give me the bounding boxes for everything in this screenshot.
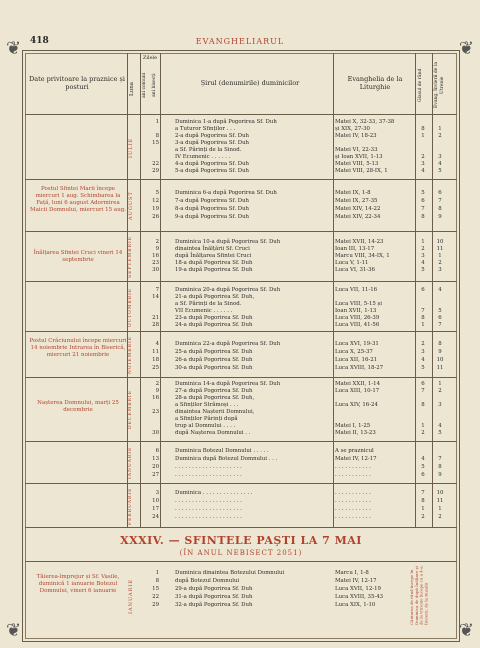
running-head: EVANGHELIARUL [195, 37, 285, 46]
month-label: IANUARIE [128, 578, 134, 614]
month-section-ianuarie [25, 442, 457, 484]
table-row: a Tuturor Sfinților . . . și XIX, 27-30 8 1 [175, 126, 442, 132]
table-row: 8 după Botezul Domnului Matei IV, 12-17 [155, 578, 377, 584]
feast-note: Înălțarea Sfintei Cruci vineri 14 septembrie [33, 250, 123, 264]
header-evang-utrenie: Evang. Învierii de la Utrenie [434, 61, 445, 109]
header-sirul: Șirul (denumirile) duminicilor [200, 79, 300, 87]
month-section-august [25, 180, 457, 232]
header-evanghelia: Evanghelia de la Liturghie [347, 75, 403, 92]
month-section-septembrie [25, 232, 457, 282]
table-row: 15 29-a după Pogorirea Sf. Duh Luca XVII, 12-19 [152, 586, 381, 592]
table-row: 9 27-a după Pogorirea Sf. Duh Luca XIII, 10-17 7 2 [155, 388, 442, 394]
table-row: a Sfinților Strămoși . . . Luca XIV, 16-24 8 3 [175, 402, 442, 408]
table-row: 5 Duminica 6-a după Pogorirea Sf. Duh Matei IX, 1-8 5 6 [155, 190, 442, 196]
table-row: 23 dinaintea Nașterii Domnului, [152, 409, 255, 415]
month-label: OCTOMBRIE [128, 287, 133, 327]
table-row: 21 23-a după Pogorirea Sf. Duh Luca VIII, 26-39 8 6 [152, 315, 442, 321]
table-row: 3 Duminica . . . . . . . . . . . . . . . . . . . . . . . . . . 7 10 [155, 490, 444, 496]
header-luna: Luna [129, 81, 135, 97]
table-row: 16 28-a după Pogorirea Sf. Duh, [152, 395, 255, 401]
table-row: 22 31-a după Pogorirea Sf. Duh Luca XVIII, 35-43 [152, 594, 384, 600]
month-label: DECEMBRIE [128, 390, 133, 430]
corner-ornament: ❦ [458, 620, 474, 641]
table-row: IV Ecumenic . . . . . . și Ioan XVII, 1-13 2 3 [175, 154, 442, 160]
table-row: 14 21-a după Pogorirea Sf. Duh, [152, 294, 255, 300]
table-row: 1 Duminica dinaintea Botezului Domnului Marcu I, 1-8 [155, 570, 369, 576]
table-row: a Sfinților Părinți după [175, 416, 238, 422]
month-section-iulie [25, 115, 457, 180]
table-row: 2 Duminica 10-a după Pogorirea Sf. Duh Matei XVII, 14-23 1 10 [155, 239, 444, 245]
table-row: 11 25-a după Pogorirea Sf. Duh Luca X, 25-37 3 9 [152, 349, 442, 355]
feast-note: Postul Sfintei Marii începe miercuri 1 aug. Schimbarea la Față, luni 6 august Adormirea Maicii Domnului, miercuri 15 aug. [29, 186, 127, 214]
month-section-februarie [25, 484, 457, 528]
month-label: AUGUST [128, 191, 134, 221]
feast-note: Postul Crăciunului începe miercuri 14 noiembrie Intrarea în Biserică, miercuri 21 noiembrie [29, 338, 127, 359]
table-row: 28 24-a după Pogorirea Sf. Duh Luca VIII, 41-56 1 7 [152, 322, 442, 328]
table-row: 7 Duminica 20-a după Pogorirea Sf. Duh Luca VII, 11-16 6 4 [155, 287, 442, 293]
section-title: XXXIV. — SFINTELE PAȘTI LA 7 MAI [120, 534, 362, 547]
table-row: 4 Duminica 22-a după Pogorirea Sf. Duh Luca XVI, 19-31 2 8 [155, 341, 442, 347]
month-section-octombrie [25, 282, 457, 332]
page-number: 418 [30, 36, 49, 46]
table-row: 22 4-a după Pogorirea Sf. Duh Matei VIII, 5-13 3 4 [152, 161, 442, 167]
table-row: 13 Duminica după Botezul Domnului . . . Matei IV, 12-17 4 7 [152, 456, 442, 462]
month-section-noiembrie [25, 332, 457, 378]
table-row: 9 dinaintea Înălțării Sf. Cruci Ioan III, 13-17 2 11 [155, 246, 444, 252]
table-row: VII Ecumenic . . . . . . Ioan XVII, 1-13 7 5 [175, 308, 442, 314]
feast-note: Tăierea-împrejur și Sf. Vasile, duminică 1 ianuarie Botezul Domnului, vineri 6 ianuarie [36, 574, 120, 595]
header-zilele-ani-bisecti: ani bisecți [152, 73, 157, 97]
table-header [25, 53, 457, 115]
table-row: 8 2-a după Pogorirea Sf. Duh Matei IV, 18-23 1 2 [155, 133, 442, 139]
table-row: a Sf. Părinți de la Sinod. Matei VI, 22-33 [175, 147, 378, 153]
table-row: 2 Duminica 14-a după Pogorirea Sf. Duh Matei XXII, 1-14 6 1 [155, 381, 442, 387]
table-row: 27 . . . . . . . . . . . . . . . . . . . . . . . . . . . . . . . 6 9 [152, 472, 442, 478]
table-row: 20 . . . . . . . . . . . . . . . . . . . . . . . . . . . . . . . 5 8 [152, 464, 442, 470]
table-row: trup al Domnului . . . . Matei I, 1-25 1 4 [175, 423, 442, 429]
table-row: 30 după Nașterea Domnului . . Matei II, 13-23 2 5 [152, 430, 442, 436]
table-row: 18 26-a după Pogorirea Sf. Duh Luca XII, 16-21 4 10 [152, 357, 444, 363]
table-row: 1 Duminica 1-a după Pogorirea Sf. Duh Matei X, 32-33, 37-38 [155, 119, 395, 125]
table-row: 30 19-a după Pogorirea Sf. Duh Luca VI, 31-36 5 3 [152, 267, 442, 273]
easter-table [25, 561, 457, 633]
corner-ornament: ❦ [6, 38, 22, 59]
table-row: 10 . . . . . . . . . . . . . . . . . . . . . . . . . . . . . . . 8 11 [152, 498, 444, 504]
month-label: FEBRUARIE [128, 487, 133, 525]
table-row: a Sf. Părinți de la Sinod. Luca VIII, 5-15 și [175, 301, 383, 307]
table-row: 16 după Înălțarea Sfintei Cruci Marcu VIII, 34-IX, 1 3 1 [152, 253, 442, 259]
table-row: 17 . . . . . . . . . . . . . . . . . . . . . . . . . . . . . . . 1 1 [152, 506, 442, 512]
table-row: 29 5-a după Pogorirea Sf. Duh Matei VIII, 28-IX, 1 4 5 [152, 168, 442, 174]
table-row: 6 Duminica Botezul Domnului . . . . . A se praznicul [155, 448, 374, 454]
header-glas: Glasul de rând [418, 68, 423, 102]
table-row: 15 3-a după Pogorirea Sf. Duh [152, 140, 250, 146]
month-label: IANUARIE [128, 446, 133, 480]
section-subtitle: (ÎN ANUL NEBISECT 2051) [179, 549, 303, 557]
table-row: 19 8-a după Pogorirea Sf. Duh Matei XIV, 14-22 7 8 [152, 206, 442, 212]
feast-note: Nașterea Domnului, marți 25 decembrie [37, 400, 119, 414]
corner-ornament: ❦ [6, 620, 22, 641]
side-note: Cântarea de rând începe în Duminica de după Înălțare și de la Utrenie începe cu a 4-a Învierii, de la Rusalii [409, 566, 429, 625]
table-row: 24 . . . . . . . . . . . . . . . . . . . . . . . . . . . . . . . 2 2 [152, 514, 442, 520]
header-zilele: Zilele [142, 55, 158, 61]
table-row: 25 30-a după Pogorirea Sf. Duh Luca XVIII, 18-27 5 11 [152, 365, 444, 371]
month-label: IULIE [128, 137, 134, 159]
month-label: NOIEMBRIE [128, 335, 133, 375]
table-row: 26 9-a după Pogorirea Sf. Duh Matei XIV, 22-34 8 9 [152, 214, 442, 220]
table-row: 12 7-a după Pogorirea Sf. Duh Matei IX, 27-35 6 7 [152, 198, 442, 204]
table-row: 29 32-a după Pogorirea Sf. Duh Luca XIX, 1-10 [152, 602, 376, 608]
corner-ornament: ❦ [458, 38, 474, 59]
table-row: 23 18-a după Pogorirea Sf. Duh Luca V, 1-11 4 2 [152, 260, 442, 266]
month-section-decembrie [25, 378, 457, 442]
header-zilele-ani-comuni: ani comuni [142, 72, 147, 98]
header-dates: Date privitoare la praznice și posturi [29, 75, 125, 92]
month-label: SEPTEMBRIE [128, 235, 133, 279]
